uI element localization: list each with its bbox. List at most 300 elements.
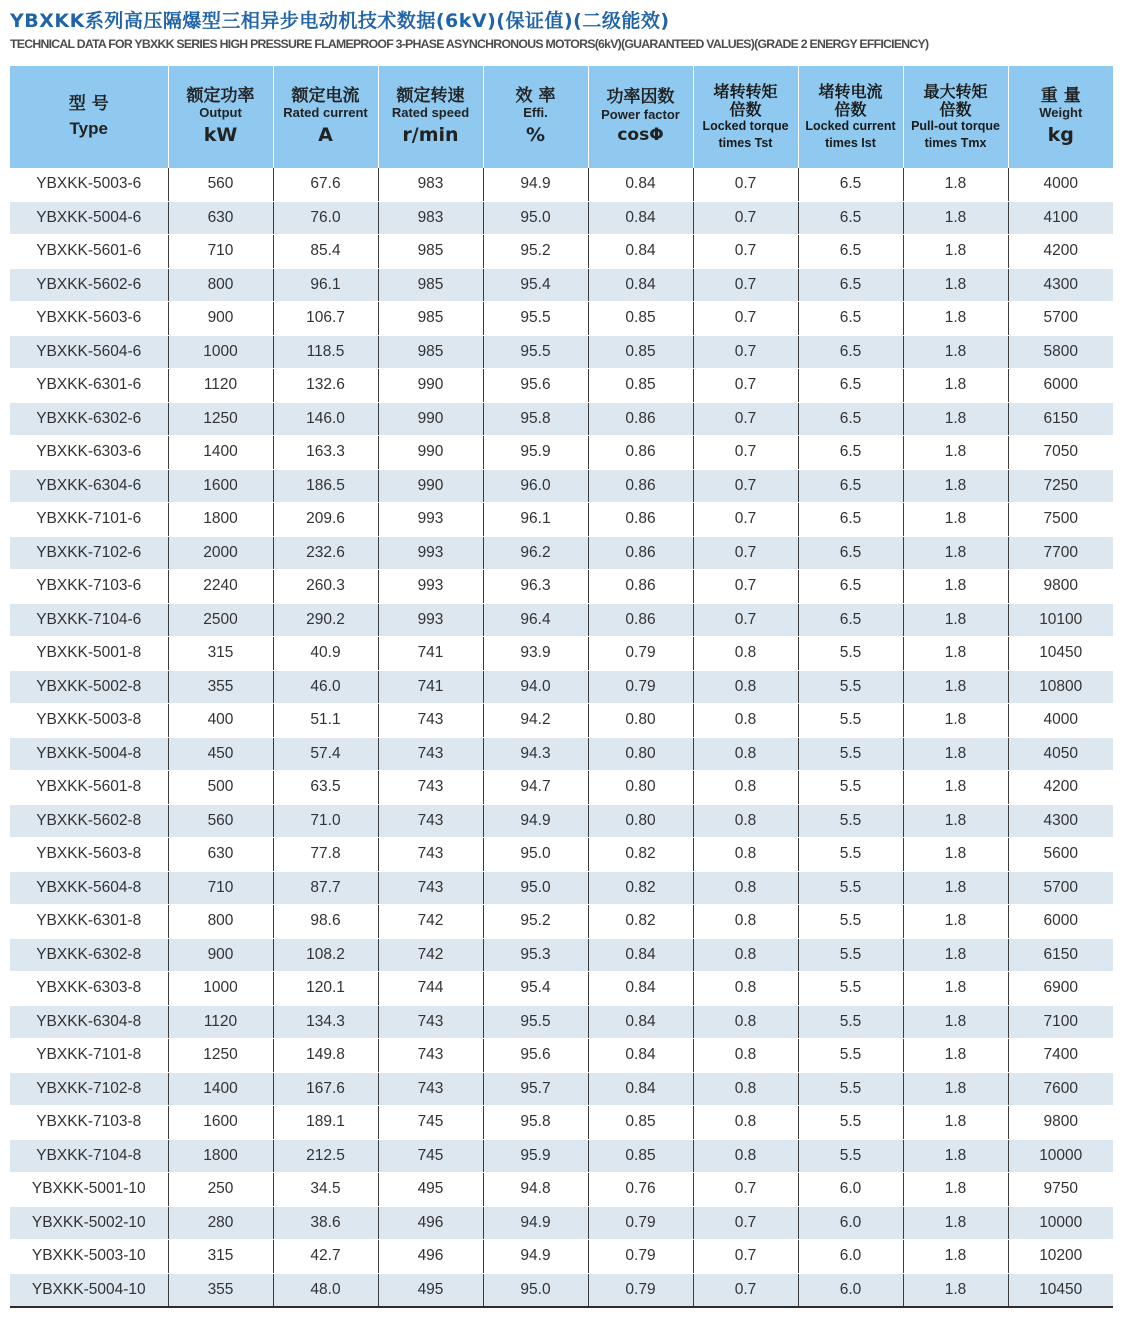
cell-pullout-torque: 1.8 xyxy=(903,1106,1008,1140)
cell-locked-torque: 0.7 xyxy=(693,302,798,336)
cell-current: 290.2 xyxy=(273,603,378,637)
cell-effi: 95.0 xyxy=(483,871,588,905)
cell-effi: 95.0 xyxy=(483,838,588,872)
cell-current: 232.6 xyxy=(273,536,378,570)
cell-locked-torque: 0.7 xyxy=(693,1173,798,1207)
cell-effi: 94.3 xyxy=(483,737,588,771)
cell-power-factor: 0.80 xyxy=(588,704,693,738)
cell-pullout-torque: 1.8 xyxy=(903,369,1008,403)
cell-effi: 95.6 xyxy=(483,1039,588,1073)
cell-locked-torque: 0.8 xyxy=(693,871,798,905)
cell-output: 900 xyxy=(168,302,273,336)
cell-speed: 743 xyxy=(378,838,483,872)
table-row xyxy=(10,503,1113,537)
cell-type: YBXKK-5602-6 xyxy=(10,268,168,302)
cell-effi: 96.1 xyxy=(483,503,588,537)
cell-locked-current: 6.5 xyxy=(798,436,903,470)
cell-power-factor: 0.84 xyxy=(588,268,693,302)
cell-weight: 9750 xyxy=(1008,1173,1113,1207)
cell-locked-torque: 0.7 xyxy=(693,402,798,436)
cell-locked-torque: 0.7 xyxy=(693,369,798,403)
cell-type: YBXKK-5602-8 xyxy=(10,804,168,838)
cell-weight: 4300 xyxy=(1008,268,1113,302)
cell-locked-current: 5.5 xyxy=(798,1005,903,1039)
cell-weight: 6000 xyxy=(1008,905,1113,939)
table-row xyxy=(10,1240,1113,1274)
cell-type: YBXKK-5001-10 xyxy=(10,1173,168,1207)
header-output-zh: 额定功率 xyxy=(186,85,255,106)
cell-pullout-torque: 1.8 xyxy=(903,503,1008,537)
cell-output: 630 xyxy=(168,838,273,872)
cell-weight: 10450 xyxy=(1008,1273,1113,1307)
cell-speed: 743 xyxy=(378,771,483,805)
cell-speed: 745 xyxy=(378,1139,483,1173)
header-tmx-zh2: 倍数 xyxy=(939,99,972,119)
cell-output: 1000 xyxy=(168,972,273,1006)
cell-pullout-torque: 1.8 xyxy=(903,871,1008,905)
cell-speed: 990 xyxy=(378,436,483,470)
cell-type: YBXKK-5002-8 xyxy=(10,670,168,704)
cell-locked-torque: 0.8 xyxy=(693,1139,798,1173)
cell-pullout-torque: 1.8 xyxy=(903,235,1008,269)
cell-weight: 6150 xyxy=(1008,938,1113,972)
header-power-factor xyxy=(588,66,693,168)
cell-power-factor: 0.79 xyxy=(588,637,693,671)
cell-locked-current: 6.0 xyxy=(798,1173,903,1207)
table-row xyxy=(10,905,1113,939)
cell-locked-torque: 0.8 xyxy=(693,905,798,939)
cell-current: 186.5 xyxy=(273,469,378,503)
cell-current: 108.2 xyxy=(273,938,378,972)
table-header xyxy=(10,66,1113,168)
cell-output: 710 xyxy=(168,871,273,905)
cell-locked-current: 5.5 xyxy=(798,704,903,738)
header-speed-unit: r/min xyxy=(402,124,459,147)
cell-current: 87.7 xyxy=(273,871,378,905)
cell-output: 355 xyxy=(168,670,273,704)
cell-power-factor: 0.86 xyxy=(588,503,693,537)
cell-weight: 6150 xyxy=(1008,402,1113,436)
cell-locked-current: 5.5 xyxy=(798,838,903,872)
table-row xyxy=(10,570,1113,604)
cell-power-factor: 0.86 xyxy=(588,436,693,470)
cell-weight: 4100 xyxy=(1008,201,1113,235)
cell-current: 48.0 xyxy=(273,1273,378,1307)
cell-output: 1250 xyxy=(168,402,273,436)
header-current-zh: 额定电流 xyxy=(291,85,360,106)
cell-weight: 9800 xyxy=(1008,1106,1113,1140)
cell-pullout-torque: 1.8 xyxy=(903,1173,1008,1207)
cell-current: 40.9 xyxy=(273,637,378,671)
cell-effi: 95.7 xyxy=(483,1072,588,1106)
cell-locked-current: 5.5 xyxy=(798,1139,903,1173)
cell-type: YBXKK-5003-6 xyxy=(10,168,168,201)
cell-locked-current: 5.5 xyxy=(798,804,903,838)
cell-locked-current: 5.5 xyxy=(798,938,903,972)
cell-weight: 10100 xyxy=(1008,603,1113,637)
cell-output: 900 xyxy=(168,938,273,972)
cell-speed: 495 xyxy=(378,1273,483,1307)
cell-locked-torque: 0.7 xyxy=(693,536,798,570)
table-row xyxy=(10,335,1113,369)
cell-current: 146.0 xyxy=(273,402,378,436)
cell-output: 250 xyxy=(168,1173,273,1207)
table-row xyxy=(10,235,1113,269)
header-ist-en1: Locked current xyxy=(805,119,896,134)
cell-speed: 743 xyxy=(378,871,483,905)
cell-locked-torque: 0.8 xyxy=(693,1039,798,1073)
cell-speed: 985 xyxy=(378,302,483,336)
cell-speed: 741 xyxy=(378,637,483,671)
cell-weight: 10450 xyxy=(1008,637,1113,671)
cell-locked-current: 6.0 xyxy=(798,1273,903,1307)
cell-weight: 7700 xyxy=(1008,536,1113,570)
cell-locked-current: 5.5 xyxy=(798,905,903,939)
cell-locked-current: 6.5 xyxy=(798,268,903,302)
cell-locked-torque: 0.8 xyxy=(693,637,798,671)
cell-weight: 6900 xyxy=(1008,972,1113,1006)
cell-type: YBXKK-5604-6 xyxy=(10,335,168,369)
header-current-unit: A xyxy=(318,124,333,147)
cell-locked-current: 6.5 xyxy=(798,201,903,235)
table-row xyxy=(10,1039,1113,1073)
table-row xyxy=(10,1072,1113,1106)
page-title: YBXKK系列高压隔爆型三相异步电动机技术数据(6kV)(保证值)(二级能效) xyxy=(10,10,670,32)
cell-power-factor: 0.84 xyxy=(588,938,693,972)
table-row xyxy=(10,402,1113,436)
table-row xyxy=(10,938,1113,972)
header-tst-zh2: 倍数 xyxy=(729,99,762,119)
header-effi xyxy=(483,66,588,168)
cell-locked-current: 5.5 xyxy=(798,1106,903,1140)
cell-pullout-torque: 1.8 xyxy=(903,603,1008,637)
cell-output: 1120 xyxy=(168,369,273,403)
cell-locked-current: 5.5 xyxy=(798,871,903,905)
cell-locked-current: 5.5 xyxy=(798,972,903,1006)
cell-type: YBXKK-7103-8 xyxy=(10,1106,168,1140)
cell-weight: 7500 xyxy=(1008,503,1113,537)
cell-current: 57.4 xyxy=(273,737,378,771)
cell-type: YBXKK-6304-8 xyxy=(10,1005,168,1039)
cell-locked-current: 6.5 xyxy=(798,469,903,503)
cell-power-factor: 0.84 xyxy=(588,201,693,235)
cell-power-factor: 0.85 xyxy=(588,335,693,369)
cell-speed: 983 xyxy=(378,168,483,201)
cell-weight: 7050 xyxy=(1008,436,1113,470)
cell-locked-current: 6.0 xyxy=(798,1206,903,1240)
cell-effi: 94.9 xyxy=(483,804,588,838)
cell-locked-torque: 0.8 xyxy=(693,804,798,838)
cell-output: 560 xyxy=(168,168,273,201)
cell-locked-torque: 0.7 xyxy=(693,1273,798,1307)
table-row xyxy=(10,369,1113,403)
cell-type: YBXKK-5001-8 xyxy=(10,637,168,671)
cell-power-factor: 0.79 xyxy=(588,1273,693,1307)
cell-weight: 10800 xyxy=(1008,670,1113,704)
technical-data-table xyxy=(10,66,1113,1308)
cell-pullout-torque: 1.8 xyxy=(903,402,1008,436)
cell-speed: 741 xyxy=(378,670,483,704)
cell-output: 280 xyxy=(168,1206,273,1240)
cell-type: YBXKK-5601-6 xyxy=(10,235,168,269)
cell-locked-torque: 0.8 xyxy=(693,1106,798,1140)
cell-current: 212.5 xyxy=(273,1139,378,1173)
cell-output: 1400 xyxy=(168,1072,273,1106)
cell-output: 1600 xyxy=(168,469,273,503)
cell-current: 167.6 xyxy=(273,1072,378,1106)
cell-weight: 7400 xyxy=(1008,1039,1113,1073)
cell-current: 209.6 xyxy=(273,503,378,537)
cell-speed: 993 xyxy=(378,503,483,537)
header-tmx-en2: times Tmx xyxy=(924,135,987,150)
cell-current: 77.8 xyxy=(273,838,378,872)
cell-current: 71.0 xyxy=(273,804,378,838)
table-row xyxy=(10,804,1113,838)
header-locked-current xyxy=(798,66,903,168)
cell-output: 1000 xyxy=(168,335,273,369)
cell-speed: 742 xyxy=(378,905,483,939)
table-row xyxy=(10,201,1113,235)
cell-effi: 96.3 xyxy=(483,570,588,604)
header-type-zh: 型 号 xyxy=(68,94,109,115)
cell-locked-current: 6.5 xyxy=(798,503,903,537)
cell-output: 355 xyxy=(168,1273,273,1307)
cell-current: 34.5 xyxy=(273,1173,378,1207)
header-tst-en1: Locked torque xyxy=(702,119,789,134)
cell-output: 400 xyxy=(168,704,273,738)
cell-locked-current: 6.5 xyxy=(798,235,903,269)
cell-output: 2000 xyxy=(168,536,273,570)
cell-effi: 95.5 xyxy=(483,302,588,336)
cell-power-factor: 0.80 xyxy=(588,771,693,805)
cell-output: 800 xyxy=(168,905,273,939)
cell-speed: 743 xyxy=(378,704,483,738)
table-row xyxy=(10,771,1113,805)
cell-type: YBXKK-5004-10 xyxy=(10,1273,168,1307)
table-row xyxy=(10,603,1113,637)
cell-locked-torque: 0.7 xyxy=(693,268,798,302)
header-type-en: Type xyxy=(69,119,108,138)
table-row xyxy=(10,637,1113,671)
cell-effi: 95.0 xyxy=(483,1273,588,1307)
cell-speed: 993 xyxy=(378,603,483,637)
table-body xyxy=(10,168,1113,1307)
cell-effi: 95.0 xyxy=(483,201,588,235)
header-locked-torque xyxy=(693,66,798,168)
cell-power-factor: 0.80 xyxy=(588,737,693,771)
cell-locked-torque: 0.7 xyxy=(693,436,798,470)
cell-locked-torque: 0.7 xyxy=(693,335,798,369)
cell-current: 42.7 xyxy=(273,1240,378,1274)
cell-pullout-torque: 1.8 xyxy=(903,670,1008,704)
cell-type: YBXKK-6302-8 xyxy=(10,938,168,972)
cell-pullout-torque: 1.8 xyxy=(903,536,1008,570)
cell-locked-current: 5.5 xyxy=(798,771,903,805)
cell-power-factor: 0.82 xyxy=(588,871,693,905)
cell-speed: 743 xyxy=(378,804,483,838)
cell-locked-current: 6.5 xyxy=(798,570,903,604)
cell-current: 51.1 xyxy=(273,704,378,738)
cell-weight: 4200 xyxy=(1008,771,1113,805)
cell-locked-torque: 0.7 xyxy=(693,503,798,537)
cell-power-factor: 0.84 xyxy=(588,1039,693,1073)
header-tst-en2: times Tst xyxy=(718,135,773,150)
cell-locked-current: 5.5 xyxy=(798,670,903,704)
header-pf-zh: 功率因数 xyxy=(606,86,675,107)
cell-type: YBXKK-7101-8 xyxy=(10,1039,168,1073)
cell-pullout-torque: 1.8 xyxy=(903,570,1008,604)
cell-type: YBXKK-7104-6 xyxy=(10,603,168,637)
cell-locked-torque: 0.8 xyxy=(693,737,798,771)
cell-type: YBXKK-7104-8 xyxy=(10,1139,168,1173)
header-ist-zh2: 倍数 xyxy=(834,99,867,119)
cell-pullout-torque: 1.8 xyxy=(903,704,1008,738)
cell-locked-torque: 0.8 xyxy=(693,704,798,738)
cell-pullout-torque: 1.8 xyxy=(903,637,1008,671)
cell-speed: 983 xyxy=(378,201,483,235)
cell-power-factor: 0.86 xyxy=(588,469,693,503)
cell-effi: 95.9 xyxy=(483,436,588,470)
cell-locked-torque: 0.8 xyxy=(693,1072,798,1106)
cell-type: YBXKK-5004-8 xyxy=(10,737,168,771)
header-current-en: Rated current xyxy=(283,105,368,121)
cell-output: 315 xyxy=(168,637,273,671)
cell-type: YBXKK-6304-6 xyxy=(10,469,168,503)
cell-pullout-torque: 1.8 xyxy=(903,905,1008,939)
cell-type: YBXKK-5601-8 xyxy=(10,771,168,805)
cell-output: 500 xyxy=(168,771,273,805)
cell-locked-current: 6.5 xyxy=(798,402,903,436)
header-speed-zh: 额定转速 xyxy=(396,85,465,106)
cell-pullout-torque: 1.8 xyxy=(903,804,1008,838)
header-type xyxy=(10,66,168,168)
cell-locked-torque: 0.8 xyxy=(693,972,798,1006)
cell-weight: 7250 xyxy=(1008,469,1113,503)
cell-speed: 744 xyxy=(378,972,483,1006)
cell-pullout-torque: 1.8 xyxy=(903,1206,1008,1240)
cell-output: 1600 xyxy=(168,1106,273,1140)
cell-locked-current: 5.5 xyxy=(798,1039,903,1073)
header-weight-unit: kg xyxy=(1047,124,1074,147)
cell-weight: 5800 xyxy=(1008,335,1113,369)
cell-effi: 96.4 xyxy=(483,603,588,637)
cell-power-factor: 0.85 xyxy=(588,1139,693,1173)
cell-effi: 95.6 xyxy=(483,369,588,403)
cell-output: 560 xyxy=(168,804,273,838)
cell-locked-torque: 0.7 xyxy=(693,1240,798,1274)
cell-locked-torque: 0.7 xyxy=(693,1206,798,1240)
header-weight-en: Weight xyxy=(1039,105,1083,121)
cell-current: 120.1 xyxy=(273,972,378,1006)
cell-output: 2500 xyxy=(168,603,273,637)
table-row xyxy=(10,469,1113,503)
cell-weight: 10000 xyxy=(1008,1139,1113,1173)
cell-speed: 743 xyxy=(378,1005,483,1039)
cell-locked-torque: 0.7 xyxy=(693,201,798,235)
cell-type: YBXKK-5603-8 xyxy=(10,838,168,872)
cell-speed: 743 xyxy=(378,737,483,771)
cell-locked-torque: 0.8 xyxy=(693,938,798,972)
cell-speed: 985 xyxy=(378,335,483,369)
cell-power-factor: 0.86 xyxy=(588,603,693,637)
table-row xyxy=(10,1173,1113,1207)
header-pf-unit: cosΦ xyxy=(617,125,664,146)
cell-current: 63.5 xyxy=(273,771,378,805)
cell-current: 98.6 xyxy=(273,905,378,939)
cell-output: 2240 xyxy=(168,570,273,604)
cell-pullout-torque: 1.8 xyxy=(903,1273,1008,1307)
header-tmx-zh1: 最大转矩 xyxy=(923,82,988,102)
cell-pullout-torque: 1.8 xyxy=(903,737,1008,771)
cell-locked-current: 6.5 xyxy=(798,603,903,637)
cell-type: YBXKK-5603-6 xyxy=(10,302,168,336)
cell-effi: 96.0 xyxy=(483,469,588,503)
table-row xyxy=(10,1139,1113,1173)
cell-effi: 95.9 xyxy=(483,1139,588,1173)
cell-power-factor: 0.79 xyxy=(588,1206,693,1240)
cell-power-factor: 0.82 xyxy=(588,838,693,872)
cell-current: 38.6 xyxy=(273,1206,378,1240)
cell-power-factor: 0.79 xyxy=(588,670,693,704)
table-row xyxy=(10,168,1113,201)
cell-effi: 95.4 xyxy=(483,268,588,302)
header-output-unit: kW xyxy=(203,124,238,147)
table-row xyxy=(10,737,1113,771)
cell-current: 118.5 xyxy=(273,335,378,369)
cell-power-factor: 0.76 xyxy=(588,1173,693,1207)
cell-weight: 7600 xyxy=(1008,1072,1113,1106)
table-row xyxy=(10,972,1113,1006)
cell-power-factor: 0.80 xyxy=(588,804,693,838)
cell-weight: 4050 xyxy=(1008,737,1113,771)
cell-current: 96.1 xyxy=(273,268,378,302)
cell-weight: 9800 xyxy=(1008,570,1113,604)
cell-type: YBXKK-5003-10 xyxy=(10,1240,168,1274)
cell-weight: 10200 xyxy=(1008,1240,1113,1274)
cell-speed: 990 xyxy=(378,402,483,436)
cell-effi: 95.8 xyxy=(483,402,588,436)
cell-type: YBXKK-6301-6 xyxy=(10,369,168,403)
table-row xyxy=(10,536,1113,570)
cell-pullout-torque: 1.8 xyxy=(903,1139,1008,1173)
cell-weight: 4000 xyxy=(1008,704,1113,738)
cell-speed: 990 xyxy=(378,369,483,403)
page-subtitle: TECHNICAL DATA FOR YBXKK SERIES HIGH PRESSURE FLAMEPROOF 3-PHASE ASYNCHRONOUS MOTORS(6kV)(GUARANTEED VALUES)(GRADE 2 ENERGY EFFICIENCY) xyxy=(10,37,929,51)
cell-speed: 743 xyxy=(378,1072,483,1106)
cell-current: 163.3 xyxy=(273,436,378,470)
cell-effi: 94.7 xyxy=(483,771,588,805)
cell-power-factor: 0.79 xyxy=(588,1240,693,1274)
cell-locked-current: 6.5 xyxy=(798,536,903,570)
cell-locked-current: 5.5 xyxy=(798,1072,903,1106)
cell-type: YBXKK-7103-6 xyxy=(10,570,168,604)
cell-locked-torque: 0.8 xyxy=(693,670,798,704)
cell-power-factor: 0.85 xyxy=(588,302,693,336)
header-ist-zh1: 堵转电流 xyxy=(818,82,883,102)
header-pullout-torque xyxy=(903,66,1008,168)
cell-pullout-torque: 1.8 xyxy=(903,972,1008,1006)
cell-pullout-torque: 1.8 xyxy=(903,838,1008,872)
cell-power-factor: 0.84 xyxy=(588,972,693,1006)
header-speed-en: Rated speed xyxy=(391,105,470,121)
header-effi-zh: 效 率 xyxy=(515,85,556,106)
cell-type: YBXKK-5604-8 xyxy=(10,871,168,905)
cell-locked-current: 6.5 xyxy=(798,168,903,201)
cell-output: 1800 xyxy=(168,1139,273,1173)
cell-output: 1250 xyxy=(168,1039,273,1073)
cell-effi: 94.9 xyxy=(483,1206,588,1240)
cell-effi: 94.9 xyxy=(483,1240,588,1274)
